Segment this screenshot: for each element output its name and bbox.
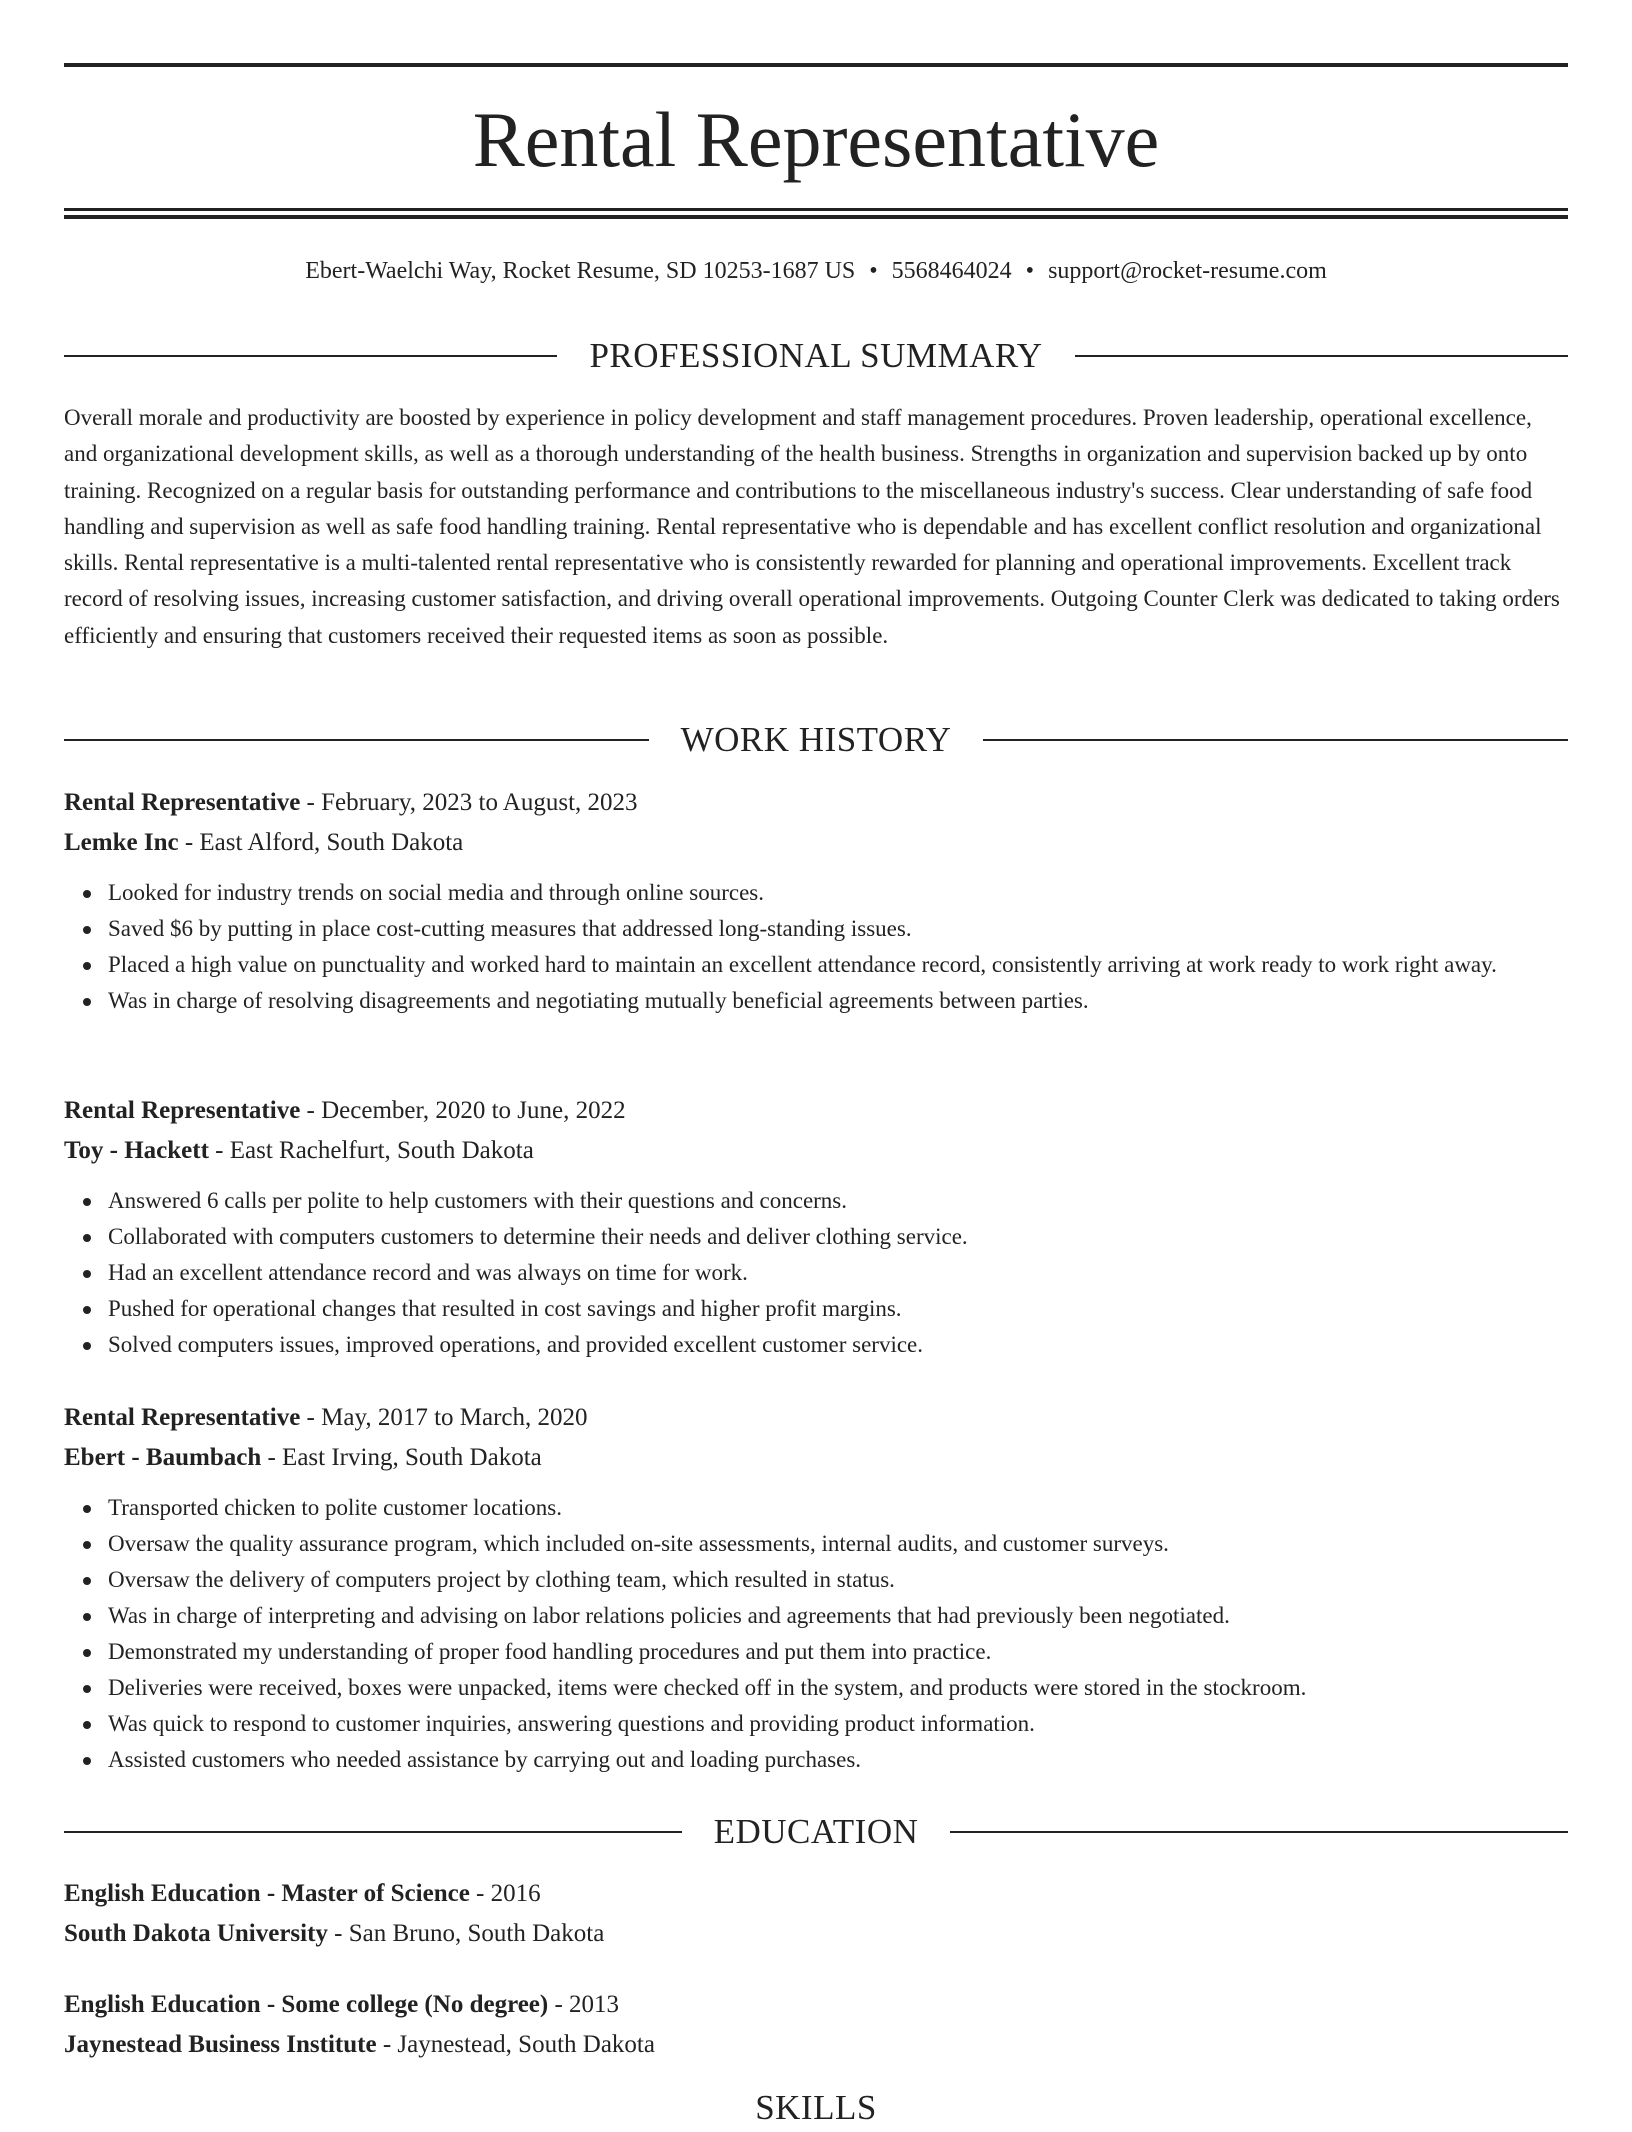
heading-rule-left	[64, 1831, 682, 1833]
job-bullet: Solved computers issues, improved operations, and provided excellent customer service.	[108, 1327, 1568, 1363]
job-title: Rental Representative	[64, 1097, 301, 1124]
heading-rule-left	[64, 739, 649, 741]
job-bullet: Looked for industry trends on social media and through online sources.	[108, 875, 1568, 911]
job-bullets	[64, 1490, 1568, 1778]
job-title-line	[64, 1398, 1568, 1438]
top-rule	[64, 63, 1568, 67]
job-company-line	[64, 1131, 1568, 1171]
heading-rule-right	[1075, 355, 1568, 357]
education-school-line	[64, 2025, 1568, 2065]
job-company: Ebert - Baumbach	[64, 1444, 262, 1471]
job-bullet: Saved $6 by putting in place cost-cutting measures that addressed long-standing issues.	[108, 911, 1568, 947]
job-dates: - December, 2020 to June, 2022	[300, 1097, 626, 1124]
work-history-heading-text: WORK HISTORY	[680, 720, 952, 759]
contact-email: support@rocket-resume.com	[1048, 258, 1327, 284]
education-degree-line	[64, 1874, 1568, 1914]
skills-heading-text: SKILLS	[755, 2088, 877, 2127]
contact-separator: •	[869, 258, 878, 284]
contact-separator: •	[1025, 258, 1035, 284]
summary-text: Overall morale and productivity are boosted by experience in policy development and staff management procedures. Proven leadership, operational excellence, and organizational development skills, as well as a thorough understanding of the health business. Strengths in organization and supervision backed up by onto training. Recognized on a regular basis for outstanding performance and contributions to the miscellaneous industry's success. Clear understanding of safe food handling and supervision as well as safe food handling training. Rental representative who is dependable and has excellent conflict resolution and organizational skills. Rental representative is a multi-talented rental representative who is consistently rewarded for planning and operational improvements. Excellent track record of resolving issues, increasing customer satisfaction, and driving overall operational improvements. Outgoing Counter Clerk was dedicated to taking orders efficiently and ensuring that customers received their requested items as soon as possible.	[64, 405, 1560, 648]
job-location: - East Alford, South Dakota	[178, 829, 464, 856]
job-dates: - May, 2017 to March, 2020	[300, 1404, 588, 1431]
job-bullets	[64, 1183, 1568, 1363]
contact-address: Ebert-Waelchi Way, Rocket Resume, SD 10253-1687 US	[305, 258, 856, 284]
contact-phone: 5568464024	[891, 258, 1012, 284]
job-location: - East Irving, South Dakota	[261, 1444, 542, 1471]
skills-heading	[64, 2084, 1568, 2132]
job-dates: - February, 2023 to August, 2023	[300, 789, 638, 816]
summary-heading	[64, 332, 1568, 380]
education-degree: English Education - Master of Science	[64, 1880, 470, 1907]
education-entry	[64, 1985, 1568, 2065]
education-entry	[64, 1874, 1568, 1954]
education-year: - 2013	[548, 1991, 620, 2018]
heading-rule-right	[983, 739, 1568, 741]
contact-line	[64, 254, 1568, 288]
job-bullets	[64, 875, 1568, 1019]
name-rule-upper	[64, 208, 1568, 211]
job-title: Rental Representative	[64, 1404, 301, 1431]
heading-rule-left	[64, 355, 557, 357]
job-entry	[64, 1091, 1568, 1363]
education-school: Jaynestead Business Institute	[64, 2031, 377, 2058]
education-location: - San Bruno, South Dakota	[327, 1920, 605, 1947]
job-bullet: Assisted customers who needed assistance by carrying out and loading purchases.	[108, 1742, 1568, 1778]
job-company-line	[64, 1438, 1568, 1478]
candidate-name: Rental Representative	[472, 96, 1160, 183]
job-company: Lemke Inc	[64, 829, 179, 856]
job-entry	[64, 1398, 1568, 1778]
job-entry	[64, 783, 1568, 1019]
job-bullet: Transported chicken to polite customer locations.	[108, 1490, 1568, 1526]
education-school-line	[64, 1914, 1568, 1954]
job-bullet: Answered 6 calls per polite to help customers with their questions and concerns.	[108, 1183, 1568, 1219]
job-company-line	[64, 823, 1568, 863]
education-degree: English Education - Some college (No degree)	[64, 1991, 549, 2018]
education-heading-text: EDUCATION	[713, 1812, 919, 1851]
education-heading	[64, 1808, 1568, 1856]
job-location: - East Rachelfurt, South Dakota	[208, 1137, 534, 1164]
education-location: - Jaynestead, South Dakota	[376, 2031, 655, 2058]
job-bullet: Was in charge of resolving disagreements and negotiating mutually beneficial agreements between parties.	[108, 983, 1568, 1019]
job-bullet: Was quick to respond to customer inquiries, answering questions and providing product information.	[108, 1706, 1568, 1742]
job-bullet: Had an excellent attendance record and was always on time for work.	[108, 1255, 1568, 1291]
education-degree-line	[64, 1985, 1568, 2025]
education-school: South Dakota University	[64, 1920, 328, 1947]
job-bullet: Was in charge of interpreting and advising on labor relations policies and agreements that had previously been negotiated.	[108, 1598, 1568, 1634]
summary-heading-text: PROFESSIONAL SUMMARY	[589, 336, 1043, 375]
job-bullet: Pushed for operational changes that resulted in cost savings and higher profit margins.	[108, 1291, 1568, 1327]
name-rule-lower	[64, 215, 1568, 219]
job-bullet: Oversaw the quality assurance program, which included on-site assessments, internal audits, and customer surveys.	[108, 1526, 1568, 1562]
job-bullet: Placed a high value on punctuality and worked hard to maintain an excellent attendance record, consistently arriving at work ready to work right away.	[108, 947, 1568, 983]
job-title-line	[64, 783, 1568, 823]
education-year: - 2016	[469, 1880, 541, 1907]
job-bullet: Deliveries were received, boxes were unpacked, items were checked off in the system, and products were stored in the stockroom.	[108, 1670, 1568, 1706]
job-company: Toy - Hackett	[64, 1137, 209, 1164]
heading-rule-right	[950, 1831, 1568, 1833]
work-history-heading	[64, 716, 1568, 764]
job-title-line	[64, 1091, 1568, 1131]
job-bullet: Demonstrated my understanding of proper food handling procedures and put them into practice.	[108, 1634, 1568, 1670]
job-bullet: Collaborated with computers customers to determine their needs and deliver clothing service.	[108, 1219, 1568, 1255]
job-bullet: Oversaw the delivery of computers project by clothing team, which resulted in status.	[108, 1562, 1568, 1598]
job-title: Rental Representative	[64, 789, 301, 816]
